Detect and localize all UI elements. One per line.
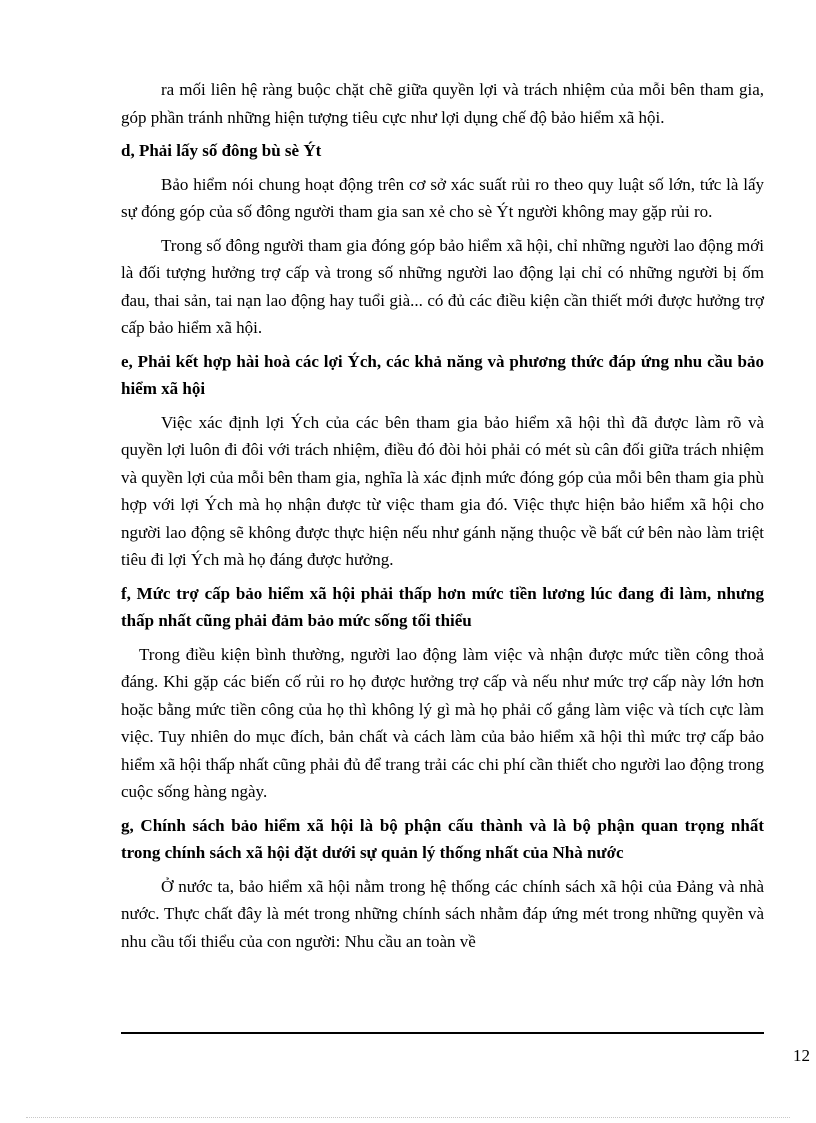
page-number: 12	[793, 1046, 810, 1065]
paragraph-g-1: Ở nước ta, bảo hiểm xã hội nằm trong hệ thống các chính sách xã hội của Đảng và nhà nước. Thực chất đây là mét trong những chính sách nhằm đáp ứng mét trong những quyền và nhu cầu tối thiểu của con người: Nhu cầu an toàn về	[121, 876, 764, 951]
paragraph-intro-continuation: ra mối liên hệ ràng buộc chặt chẽ giữa quyền lợi và trách nhiệm của mỗi bên tham gia, góp phần tránh những hiện tượng tiêu cực như lợi dụng chế độ bảo hiểm xã hội.	[121, 80, 764, 127]
paragraph-d-2: Trong số đông người tham gia đóng góp bảo hiểm xã hội, chỉ những người lao động mới là đối tượng hưởng trợ cấp và trong số những người lao động lại chỉ có những người bị ốm đau, thai sản, tai nạn lao động hay tuổi già... có đủ các điều kiện cần thiết mới được hưởng trợ cấp bảo hiểm xã hội.	[121, 235, 764, 337]
paragraph-d-1: Bảo hiểm nói chung hoạt động trên cơ sở xác suất rủi ro theo quy luật số lớn, tức là lấy sự đóng góp của số đông người tham gia san xẻ cho sè Ýt người không may gặp rủi ro.	[121, 174, 764, 221]
section-heading-f: f, Mức trợ cấp bảo hiểm xã hội phải thấp hơn mức tiền lương lúc đang đi làm, nhưng thấp nhất cũng phải đảm bảo mức sống tối thiểu	[121, 583, 764, 630]
document-body	[121, 76, 764, 955]
paragraph-e-1: Việc xác định lợi Ých của các bên tham gia bảo hiểm xã hội thì đã được làm rõ và quyền lợi luôn đi đôi với trách nhiệm, điều đó đòi hỏi phải có mét sù cân đối giữa trách nhiệm và quyền lợi của mỗi bên tham gia, nghĩa là xác định mức đóng góp của mỗi bên tham gia phù hợp với lợi Ých mà họ nhận được từ việc tham gia đó. Việc thực hiện bảo hiểm xã hội cho người lao động sẽ không được thực hiện nếu như gánh nặng thuộc về bất cứ bên nào làm triệt tiêu đi lợi Ých mà họ đáng được hưởng.	[121, 412, 764, 569]
page-bottom-dotted-line	[26, 1117, 790, 1118]
section-heading-d: d, Phải lấy số đông bù sè Ýt	[121, 141, 322, 160]
section-heading-e: e, Phải kết hợp hài hoà các lợi Ých, các khả năng và phương thức đáp ứng nhu cầu bảo hiểm xã hội	[121, 351, 764, 398]
section-heading-g: g, Chính sách bảo hiểm xã hội là bộ phận cấu thành và là bộ phận quan trọng nhất trong chính sách xã hội đặt dưới sự quản lý thống nhất của Nhà nước	[121, 815, 764, 862]
footer-rule	[121, 1032, 764, 1034]
paragraph-f-1: Trong điều kiện bình thường, người lao động làm việc và nhận được mức tiền công thoả đáng. Khi gặp các biến cố rủi ro họ được hưởng trợ cấp và nếu như mức trợ cấp này lớn hơn hoặc bằng mức tiền công của họ thì không lý gì mà họ phải cố gắng làm việc và tích cực làm việc. Tuy nhiên do mục đích, bản chất và cách làm của bảo hiểm xã hội thì mức trợ cấp bảo hiểm xã hội thấp nhất cũng phải đủ để trang trải các chi phí cần thiết cho người lao động trong cuộc sống hàng ngày.	[121, 644, 764, 801]
